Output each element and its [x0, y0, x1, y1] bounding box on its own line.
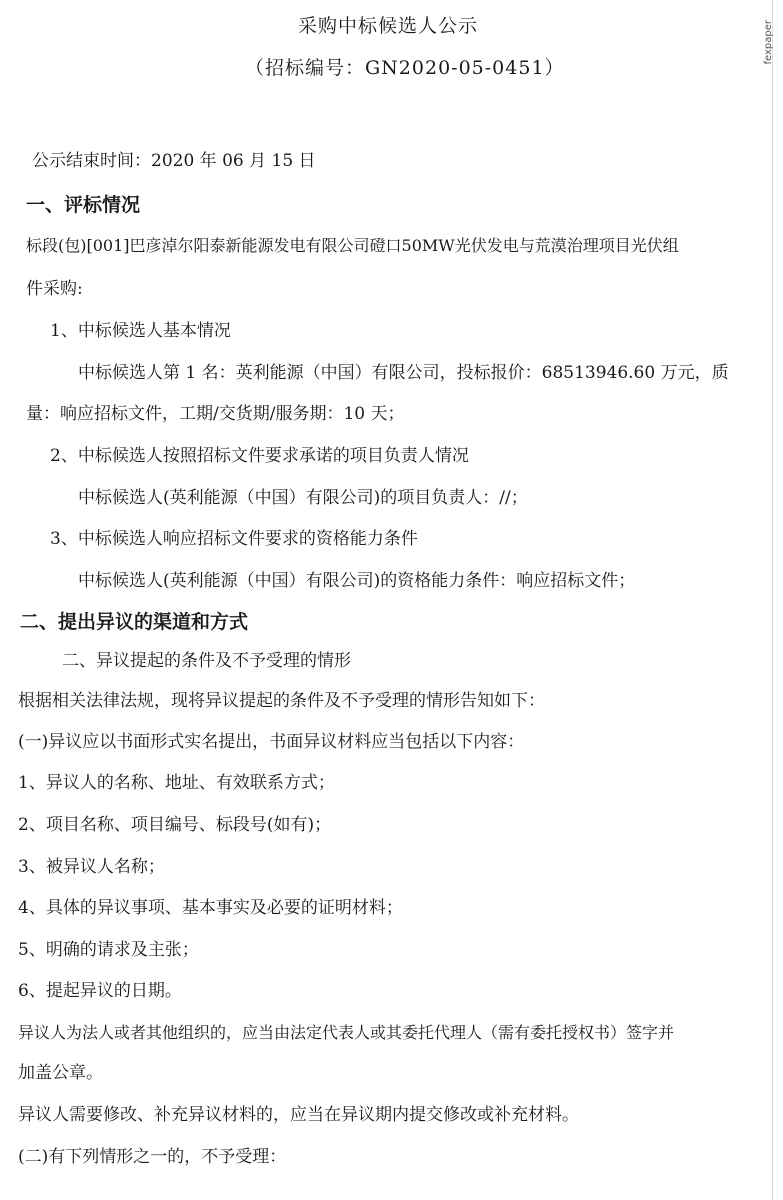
- objection-item: 2、项目名称、项目编号、标段号(如有)；: [18, 815, 332, 835]
- item1-line2: 量：响应招标文件，工期/交货期/服务期：10 天；: [26, 404, 405, 424]
- legal-requirement-line2: 加盖公章。: [18, 1063, 103, 1083]
- watermark-label: fexpaper: [763, 20, 774, 65]
- objection-part1: (一)异议应以书面形式实名提出，书面异议材料应当包括以下内容：: [18, 732, 525, 752]
- legal-requirement-line1: 异议人为法人或者其他组织的，应当由法定代表人或其委托代理人（需有委托授权书）签字并: [18, 1023, 675, 1042]
- item3-title: 3、中标候选人响应招标文件要求的资格能力条件: [50, 529, 418, 549]
- objection-item: 4、具体的异议事项、基本事实及必要的证明材料；: [18, 898, 403, 918]
- lot-description-line1: 标段(包)[001]巴彦淖尔阳泰新能源发电有限公司磴口50MW光伏发电与荒漠治理项目光伏组: [26, 236, 679, 255]
- page-edge-divider: [772, 0, 773, 1200]
- objection-item: 6、提起异议的日期。: [18, 981, 182, 1001]
- section2-subheading: 二、异议提起的条件及不予受理的情形: [62, 651, 351, 671]
- item1-line1: 中标候选人第 1 名：英利能源（中国）有限公司，投标报价：68513946.60 万元，质: [78, 363, 729, 383]
- section2-heading: 二、提出异议的渠道和方式: [20, 611, 249, 633]
- objection-item: 5、明确的请求及主张；: [18, 940, 199, 960]
- item2-title: 2、中标候选人按照招标文件要求承诺的项目负责人情况: [50, 446, 469, 466]
- item1-title: 1、中标候选人基本情况: [50, 321, 231, 341]
- section1-heading: 一、评标情况: [26, 194, 141, 216]
- announcement-end-time: 公示结束时间：2020 年 06 月 15 日: [32, 151, 316, 171]
- objection-part2: (二)有下列情形之一的，不予受理：: [18, 1147, 287, 1167]
- objection-intro: 根据相关法律法规，现将异议提起的条件及不予受理的情形告知如下：: [18, 691, 545, 711]
- item2-line: 中标候选人(英利能源（中国）有限公司)的项目负责人：//；: [78, 488, 528, 508]
- document-title: 采购中标候选人公示: [298, 15, 479, 37]
- modification-notice: 异议人需要修改、补充异议材料的，应当在异议期内提交修改或补充材料。: [18, 1105, 579, 1125]
- lot-description-line2: 件采购:: [26, 279, 83, 299]
- bid-number: （招标编号：GN2020-05-0451）: [245, 57, 565, 79]
- item3-line: 中标候选人(英利能源（中国）有限公司)的资格能力条件：响应招标文件；: [78, 571, 636, 591]
- objection-item: 3、被异议人名称；: [18, 857, 165, 877]
- objection-item: 1、异议人的名称、地址、有效联系方式；: [18, 773, 335, 793]
